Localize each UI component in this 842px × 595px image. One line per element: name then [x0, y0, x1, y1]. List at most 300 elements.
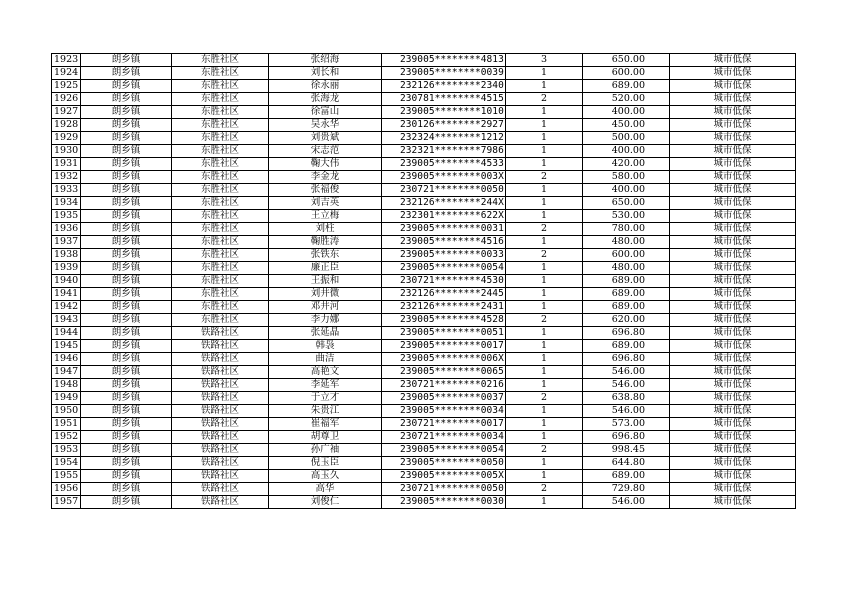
household-count-cell: 1	[506, 236, 583, 249]
community-cell: 东胜社区	[172, 119, 269, 132]
amount-cell: 620.00	[583, 314, 670, 327]
household-count-cell: 1	[506, 470, 583, 483]
row-number-cell: 1937	[52, 236, 81, 249]
household-count-cell: 1	[506, 262, 583, 275]
household-count-cell: 1	[506, 106, 583, 119]
name-cell: 刘贵斌	[269, 132, 382, 145]
amount-cell: 689.00	[583, 80, 670, 93]
amount-cell: 546.00	[583, 366, 670, 379]
community-cell: 铁路社区	[172, 496, 269, 509]
amount-cell: 573.00	[583, 418, 670, 431]
assistance-type-cell: 城市低保	[670, 470, 796, 483]
amount-cell: 780.00	[583, 223, 670, 236]
id-number-cell: 239005********1010	[382, 106, 506, 119]
name-cell: 韩袅	[269, 340, 382, 353]
table-row	[52, 223, 796, 236]
community-cell: 东胜社区	[172, 288, 269, 301]
name-cell: 刘吉英	[269, 197, 382, 210]
id-number-cell: 232301********622X	[382, 210, 506, 223]
row-number-cell: 1924	[52, 67, 81, 80]
name-cell: 张海龙	[269, 93, 382, 106]
roster-table-body	[52, 54, 796, 509]
amount-cell: 400.00	[583, 106, 670, 119]
assistance-type-cell: 城市低保	[670, 444, 796, 457]
row-number-cell: 1951	[52, 418, 81, 431]
household-count-cell: 2	[506, 171, 583, 184]
id-number-cell: 232126********2431	[382, 301, 506, 314]
town-cell: 朗乡镇	[81, 145, 172, 158]
row-number-cell: 1957	[52, 496, 81, 509]
assistance-type-cell: 城市低保	[670, 54, 796, 67]
town-cell: 朗乡镇	[81, 340, 172, 353]
amount-cell: 638.80	[583, 392, 670, 405]
town-cell: 朗乡镇	[81, 483, 172, 496]
town-cell: 朗乡镇	[81, 171, 172, 184]
table-row	[52, 210, 796, 223]
community-cell: 铁路社区	[172, 392, 269, 405]
name-cell: 宋志范	[269, 145, 382, 158]
household-count-cell: 1	[506, 340, 583, 353]
amount-cell: 650.00	[583, 54, 670, 67]
community-cell: 铁路社区	[172, 418, 269, 431]
assistance-type-cell: 城市低保	[670, 67, 796, 80]
amount-cell: 689.00	[583, 301, 670, 314]
name-cell: 倪玉臣	[269, 457, 382, 470]
row-number-cell: 1952	[52, 431, 81, 444]
row-number-cell: 1955	[52, 470, 81, 483]
name-cell: 王振和	[269, 275, 382, 288]
assistance-type-cell: 城市低保	[670, 483, 796, 496]
name-cell: 孙广袖	[269, 444, 382, 457]
household-count-cell: 1	[506, 366, 583, 379]
amount-cell: 696.80	[583, 431, 670, 444]
community-cell: 东胜社区	[172, 80, 269, 93]
community-cell: 铁路社区	[172, 327, 269, 340]
id-number-cell: 232324********1212	[382, 132, 506, 145]
household-count-cell: 2	[506, 392, 583, 405]
table-row	[52, 67, 796, 80]
id-number-cell: 239005********005X	[382, 470, 506, 483]
town-cell: 朗乡镇	[81, 418, 172, 431]
household-count-cell: 1	[506, 132, 583, 145]
table-row	[52, 418, 796, 431]
amount-cell: 520.00	[583, 93, 670, 106]
name-cell: 鞠胜涛	[269, 236, 382, 249]
town-cell: 朗乡镇	[81, 249, 172, 262]
assistance-type-cell: 城市低保	[670, 457, 796, 470]
community-cell: 东胜社区	[172, 54, 269, 67]
id-number-cell: 239005********0054	[382, 262, 506, 275]
community-cell: 东胜社区	[172, 106, 269, 119]
amount-cell: 689.00	[583, 275, 670, 288]
household-count-cell: 2	[506, 444, 583, 457]
household-count-cell: 1	[506, 210, 583, 223]
name-cell: 邓井河	[269, 301, 382, 314]
table-row	[52, 54, 796, 67]
table-row	[52, 197, 796, 210]
household-count-cell: 1	[506, 67, 583, 80]
table-row	[52, 340, 796, 353]
row-number-cell: 1954	[52, 457, 81, 470]
id-number-cell: 239005********0054	[382, 444, 506, 457]
row-number-cell: 1941	[52, 288, 81, 301]
row-number-cell: 1946	[52, 353, 81, 366]
name-cell: 于立才	[269, 392, 382, 405]
table-row	[52, 366, 796, 379]
row-number-cell: 1931	[52, 158, 81, 171]
assistance-type-cell: 城市低保	[670, 431, 796, 444]
id-number-cell: 232126********2445	[382, 288, 506, 301]
assistance-type-cell: 城市低保	[670, 171, 796, 184]
name-cell: 刘长和	[269, 67, 382, 80]
town-cell: 朗乡镇	[81, 210, 172, 223]
row-number-cell: 1929	[52, 132, 81, 145]
name-cell: 徐富山	[269, 106, 382, 119]
community-cell: 东胜社区	[172, 145, 269, 158]
community-cell: 铁路社区	[172, 366, 269, 379]
id-number-cell: 230126********2927	[382, 119, 506, 132]
id-number-cell: 239005********0031	[382, 223, 506, 236]
community-cell: 东胜社区	[172, 223, 269, 236]
assistance-type-cell: 城市低保	[670, 288, 796, 301]
name-cell: 高玉久	[269, 470, 382, 483]
town-cell: 朗乡镇	[81, 444, 172, 457]
assistance-type-cell: 城市低保	[670, 327, 796, 340]
town-cell: 朗乡镇	[81, 132, 172, 145]
table-row	[52, 236, 796, 249]
assistance-type-cell: 城市低保	[670, 223, 796, 236]
amount-cell: 450.00	[583, 119, 670, 132]
assistance-type-cell: 城市低保	[670, 314, 796, 327]
assistance-type-cell: 城市低保	[670, 340, 796, 353]
community-cell: 铁路社区	[172, 457, 269, 470]
community-cell: 铁路社区	[172, 431, 269, 444]
assistance-type-cell: 城市低保	[670, 353, 796, 366]
name-cell: 崔福军	[269, 418, 382, 431]
table-row	[52, 392, 796, 405]
table-row	[52, 80, 796, 93]
household-count-cell: 1	[506, 288, 583, 301]
assistance-type-cell: 城市低保	[670, 184, 796, 197]
household-count-cell: 1	[506, 431, 583, 444]
row-number-cell: 1950	[52, 405, 81, 418]
amount-cell: 689.00	[583, 470, 670, 483]
assistance-type-cell: 城市低保	[670, 197, 796, 210]
name-cell: 李金龙	[269, 171, 382, 184]
town-cell: 朗乡镇	[81, 353, 172, 366]
name-cell: 胡尊卫	[269, 431, 382, 444]
id-number-cell: 239005********003X	[382, 171, 506, 184]
household-count-cell: 1	[506, 184, 583, 197]
id-number-cell: 230721********4530	[382, 275, 506, 288]
assistance-type-cell: 城市低保	[670, 106, 796, 119]
community-cell: 铁路社区	[172, 444, 269, 457]
table-row	[52, 171, 796, 184]
community-cell: 东胜社区	[172, 249, 269, 262]
community-cell: 铁路社区	[172, 405, 269, 418]
table-row	[52, 457, 796, 470]
community-cell: 铁路社区	[172, 379, 269, 392]
town-cell: 朗乡镇	[81, 457, 172, 470]
household-count-cell: 1	[506, 301, 583, 314]
assistance-type-cell: 城市低保	[670, 496, 796, 509]
row-number-cell: 1930	[52, 145, 81, 158]
assistance-type-cell: 城市低保	[670, 210, 796, 223]
town-cell: 朗乡镇	[81, 262, 172, 275]
row-number-cell: 1934	[52, 197, 81, 210]
id-number-cell: 230721********0017	[382, 418, 506, 431]
town-cell: 朗乡镇	[81, 197, 172, 210]
table-row	[52, 353, 796, 366]
town-cell: 朗乡镇	[81, 93, 172, 106]
town-cell: 朗乡镇	[81, 67, 172, 80]
amount-cell: 420.00	[583, 158, 670, 171]
id-number-cell: 230721********0216	[382, 379, 506, 392]
amount-cell: 696.80	[583, 327, 670, 340]
row-number-cell: 1945	[52, 340, 81, 353]
household-count-cell: 1	[506, 275, 583, 288]
id-number-cell: 230721********0050	[382, 483, 506, 496]
community-cell: 东胜社区	[172, 275, 269, 288]
table-row	[52, 444, 796, 457]
town-cell: 朗乡镇	[81, 301, 172, 314]
id-number-cell: 239005********4516	[382, 236, 506, 249]
row-number-cell: 1926	[52, 93, 81, 106]
amount-cell: 546.00	[583, 405, 670, 418]
name-cell: 王立梅	[269, 210, 382, 223]
amount-cell: 729.80	[583, 483, 670, 496]
name-cell: 刘井微	[269, 288, 382, 301]
amount-cell: 580.00	[583, 171, 670, 184]
assistance-type-cell: 城市低保	[670, 249, 796, 262]
table-row	[52, 327, 796, 340]
table-row	[52, 431, 796, 444]
name-cell: 张延晶	[269, 327, 382, 340]
household-count-cell: 1	[506, 145, 583, 158]
table-row	[52, 379, 796, 392]
id-number-cell: 239005********006X	[382, 353, 506, 366]
assistance-type-cell: 城市低保	[670, 392, 796, 405]
row-number-cell: 1933	[52, 184, 81, 197]
household-count-cell: 1	[506, 80, 583, 93]
id-number-cell: 230781********4515	[382, 93, 506, 106]
amount-cell: 546.00	[583, 379, 670, 392]
name-cell: 李延军	[269, 379, 382, 392]
community-cell: 东胜社区	[172, 314, 269, 327]
row-number-cell: 1943	[52, 314, 81, 327]
name-cell: 刘柱	[269, 223, 382, 236]
id-number-cell: 239005********0030	[382, 496, 506, 509]
id-number-cell: 239005********4528	[382, 314, 506, 327]
community-cell: 东胜社区	[172, 301, 269, 314]
row-number-cell: 1923	[52, 54, 81, 67]
amount-cell: 480.00	[583, 236, 670, 249]
id-number-cell: 239005********0051	[382, 327, 506, 340]
amount-cell: 400.00	[583, 145, 670, 158]
table-row	[52, 184, 796, 197]
table-row	[52, 483, 796, 496]
row-number-cell: 1949	[52, 392, 81, 405]
town-cell: 朗乡镇	[81, 431, 172, 444]
community-cell: 东胜社区	[172, 262, 269, 275]
household-count-cell: 2	[506, 93, 583, 106]
name-cell: 鞠大伟	[269, 158, 382, 171]
amount-cell: 696.80	[583, 353, 670, 366]
amount-cell: 650.00	[583, 197, 670, 210]
household-count-cell: 1	[506, 418, 583, 431]
town-cell: 朗乡镇	[81, 327, 172, 340]
table-row	[52, 93, 796, 106]
row-number-cell: 1948	[52, 379, 81, 392]
household-count-cell: 1	[506, 496, 583, 509]
household-count-cell: 2	[506, 223, 583, 236]
town-cell: 朗乡镇	[81, 392, 172, 405]
community-cell: 铁路社区	[172, 470, 269, 483]
row-number-cell: 1942	[52, 301, 81, 314]
household-count-cell: 1	[506, 119, 583, 132]
town-cell: 朗乡镇	[81, 496, 172, 509]
amount-cell: 530.00	[583, 210, 670, 223]
household-count-cell: 1	[506, 197, 583, 210]
town-cell: 朗乡镇	[81, 405, 172, 418]
assistance-type-cell: 城市低保	[670, 418, 796, 431]
town-cell: 朗乡镇	[81, 184, 172, 197]
community-cell: 东胜社区	[172, 93, 269, 106]
assistance-type-cell: 城市低保	[670, 236, 796, 249]
household-count-cell: 3	[506, 54, 583, 67]
household-count-cell: 1	[506, 457, 583, 470]
town-cell: 朗乡镇	[81, 54, 172, 67]
id-number-cell: 232126********2340	[382, 80, 506, 93]
name-cell: 朱贵江	[269, 405, 382, 418]
amount-cell: 400.00	[583, 184, 670, 197]
community-cell: 东胜社区	[172, 210, 269, 223]
table-row	[52, 145, 796, 158]
assistance-type-cell: 城市低保	[670, 80, 796, 93]
table-row	[52, 314, 796, 327]
assistance-type-cell: 城市低保	[670, 158, 796, 171]
town-cell: 朗乡镇	[81, 236, 172, 249]
table-row	[52, 262, 796, 275]
amount-cell: 500.00	[583, 132, 670, 145]
name-cell: 张铁东	[269, 249, 382, 262]
amount-cell: 998.45	[583, 444, 670, 457]
row-number-cell: 1939	[52, 262, 81, 275]
assistance-type-cell: 城市低保	[670, 405, 796, 418]
table-row	[52, 405, 796, 418]
id-number-cell: 239005********0034	[382, 405, 506, 418]
id-number-cell: 239005********0050	[382, 457, 506, 470]
id-number-cell: 232321********7986	[382, 145, 506, 158]
id-number-cell: 239005********0039	[382, 67, 506, 80]
assistance-type-cell: 城市低保	[670, 275, 796, 288]
row-number-cell: 1940	[52, 275, 81, 288]
assistance-type-cell: 城市低保	[670, 379, 796, 392]
table-row	[52, 288, 796, 301]
town-cell: 朗乡镇	[81, 223, 172, 236]
town-cell: 朗乡镇	[81, 288, 172, 301]
row-number-cell: 1927	[52, 106, 81, 119]
assistance-type-cell: 城市低保	[670, 93, 796, 106]
town-cell: 朗乡镇	[81, 366, 172, 379]
name-cell: 刘俊仁	[269, 496, 382, 509]
row-number-cell: 1956	[52, 483, 81, 496]
assistance-type-cell: 城市低保	[670, 366, 796, 379]
name-cell: 廉正臣	[269, 262, 382, 275]
community-cell: 东胜社区	[172, 67, 269, 80]
town-cell: 朗乡镇	[81, 470, 172, 483]
id-number-cell: 239005********0065	[382, 366, 506, 379]
name-cell: 李力娜	[269, 314, 382, 327]
amount-cell: 600.00	[583, 67, 670, 80]
table-row	[52, 496, 796, 509]
row-number-cell: 1935	[52, 210, 81, 223]
community-cell: 东胜社区	[172, 236, 269, 249]
id-number-cell: 239005********0017	[382, 340, 506, 353]
community-cell: 东胜社区	[172, 171, 269, 184]
table-row	[52, 249, 796, 262]
id-number-cell: 239005********4813	[382, 54, 506, 67]
roster-table	[51, 53, 796, 509]
name-cell: 徐永丽	[269, 80, 382, 93]
household-count-cell: 1	[506, 158, 583, 171]
community-cell: 铁路社区	[172, 483, 269, 496]
town-cell: 朗乡镇	[81, 158, 172, 171]
household-count-cell: 2	[506, 314, 583, 327]
table-row	[52, 158, 796, 171]
household-count-cell: 1	[506, 327, 583, 340]
table-row	[52, 301, 796, 314]
table-row	[52, 132, 796, 145]
name-cell: 吴永华	[269, 119, 382, 132]
row-number-cell: 1938	[52, 249, 81, 262]
name-cell: 张绍海	[269, 54, 382, 67]
household-count-cell: 2	[506, 249, 583, 262]
id-number-cell: 230721********0034	[382, 431, 506, 444]
household-count-cell: 2	[506, 483, 583, 496]
community-cell: 东胜社区	[172, 132, 269, 145]
id-number-cell: 230721********0050	[382, 184, 506, 197]
row-number-cell: 1953	[52, 444, 81, 457]
assistance-type-cell: 城市低保	[670, 132, 796, 145]
name-cell: 高华	[269, 483, 382, 496]
name-cell: 曲洁	[269, 353, 382, 366]
assistance-type-cell: 城市低保	[670, 119, 796, 132]
assistance-type-cell: 城市低保	[670, 301, 796, 314]
community-cell: 东胜社区	[172, 197, 269, 210]
amount-cell: 689.00	[583, 340, 670, 353]
town-cell: 朗乡镇	[81, 379, 172, 392]
table-row	[52, 106, 796, 119]
row-number-cell: 1947	[52, 366, 81, 379]
assistance-type-cell: 城市低保	[670, 262, 796, 275]
community-cell: 铁路社区	[172, 340, 269, 353]
household-count-cell: 1	[506, 379, 583, 392]
id-number-cell: 239005********0037	[382, 392, 506, 405]
community-cell: 东胜社区	[172, 184, 269, 197]
table-row	[52, 275, 796, 288]
assistance-type-cell: 城市低保	[670, 145, 796, 158]
id-number-cell: 239005********0033	[382, 249, 506, 262]
town-cell: 朗乡镇	[81, 106, 172, 119]
amount-cell: 600.00	[583, 249, 670, 262]
row-number-cell: 1928	[52, 119, 81, 132]
community-cell: 铁路社区	[172, 353, 269, 366]
amount-cell: 480.00	[583, 262, 670, 275]
community-cell: 东胜社区	[172, 158, 269, 171]
id-number-cell: 239005********4533	[382, 158, 506, 171]
table-row	[52, 119, 796, 132]
